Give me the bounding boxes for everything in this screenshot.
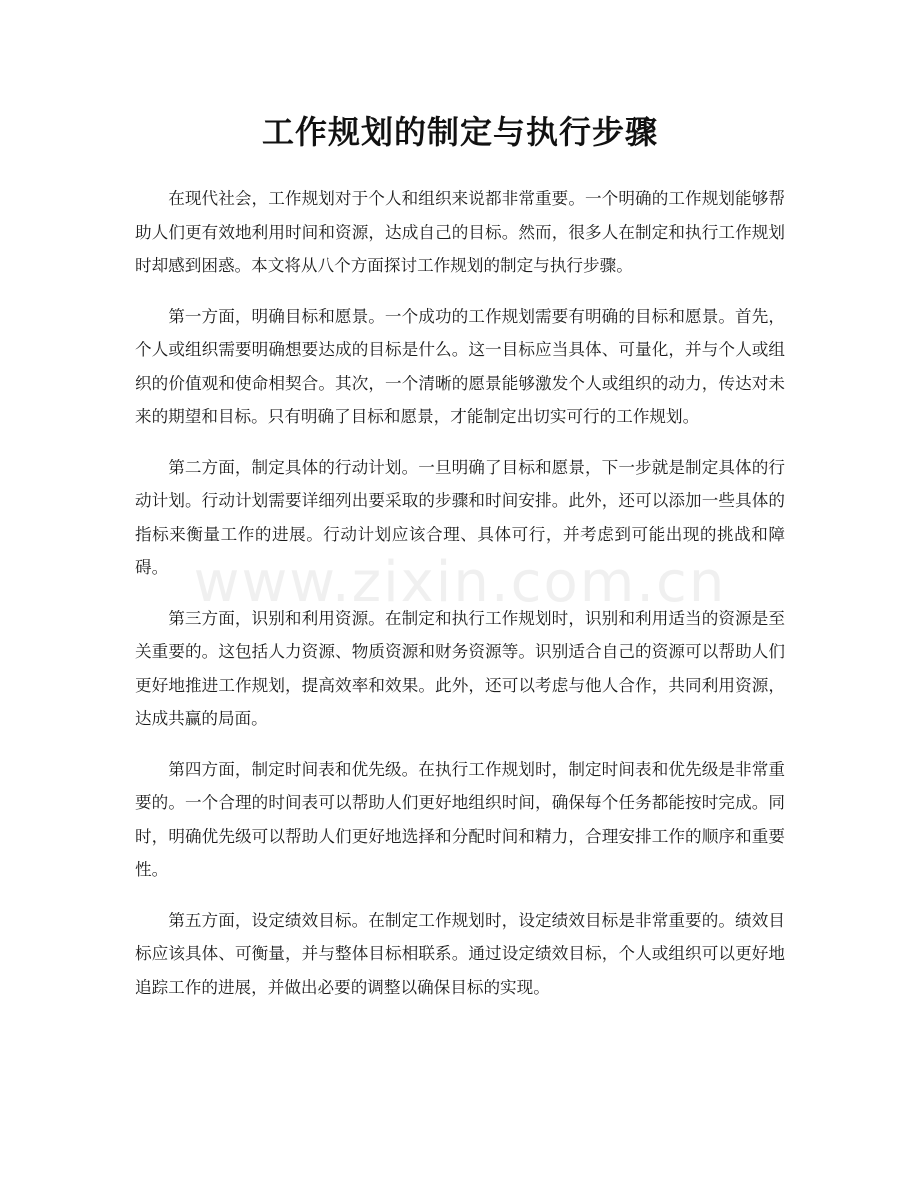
document-title: 工作规划的制定与执行步骤 [261,113,658,151]
paragraph-aspect-2: 第二方面，制定具体的行动计划。一旦明确了目标和愿景，下一步就是制定具体的行动计划。行动计划需要详细列出要采取的步骤和时间安排。此外，还可以添加一些具体的指标来衡量工作的进展。行动计划应该合理、具体可行，并考虑到可能出现的挑战和障碍。 [135,457,785,577]
paragraph-aspect-1: 第一方面，明确目标和愿景。一个成功的工作规划需要有明确的目标和愿景。首先，个人或组织需要明确想要达成的目标是什么。这一目标应当具体、可量化，并与个人或组织的价值观和使命相契合。其次，一个清晰的愿景能够激发个人或组织的动力，传达对未来的期望和目标。只有明确了目标和愿景，才能制定出切实可行的工作规划。 [135,306,785,426]
paragraph-aspect-3: 第三方面，识别和利用资源。在制定和执行工作规划时，识别和利用适当的资源是至关重要的。这包括人力资源、物质资源和财务资源等。识别适合自己的资源可以帮助人们更好地推进工作规划，提高效率和效果。此外，还可以考虑与他人合作，共同利用资源，达成共赢的局面。 [135,608,785,728]
paragraph-aspect-4: 第四方面，制定时间表和优先级。在执行工作规划时，制定时间表和优先级是非常重要的。一个合理的时间表可以帮助人们更好地组织时间，确保每个任务都能按时完成。同时，明确优先级可以帮助人们更好地选择和分配时间和精力，合理安排工作的顺序和重要性。 [135,759,785,879]
paragraph-aspect-5: 第五方面，设定绩效目标。在制定工作规划时，设定绩效目标是非常重要的。绩效目标应该具体、可衡量，并与整体目标相联系。通过设定绩效目标，个人或组织可以更好地追踪工作的进展，并做出必要的调整以确保目标的实现。 [135,910,785,997]
paragraph-intro: 在现代社会，工作规划对于个人和组织来说都非常重要。一个明确的工作规划能够帮助人们更有效地利用时间和资源，达成自己的目标。然而，很多人在制定和执行工作规划时却感到困惑。本文将从八个方面探讨工作规划的制定与执行步骤。 [135,189,785,275]
document-body [135,182,785,1021]
watermark-text: www.zixin.com.cn [193,550,727,615]
